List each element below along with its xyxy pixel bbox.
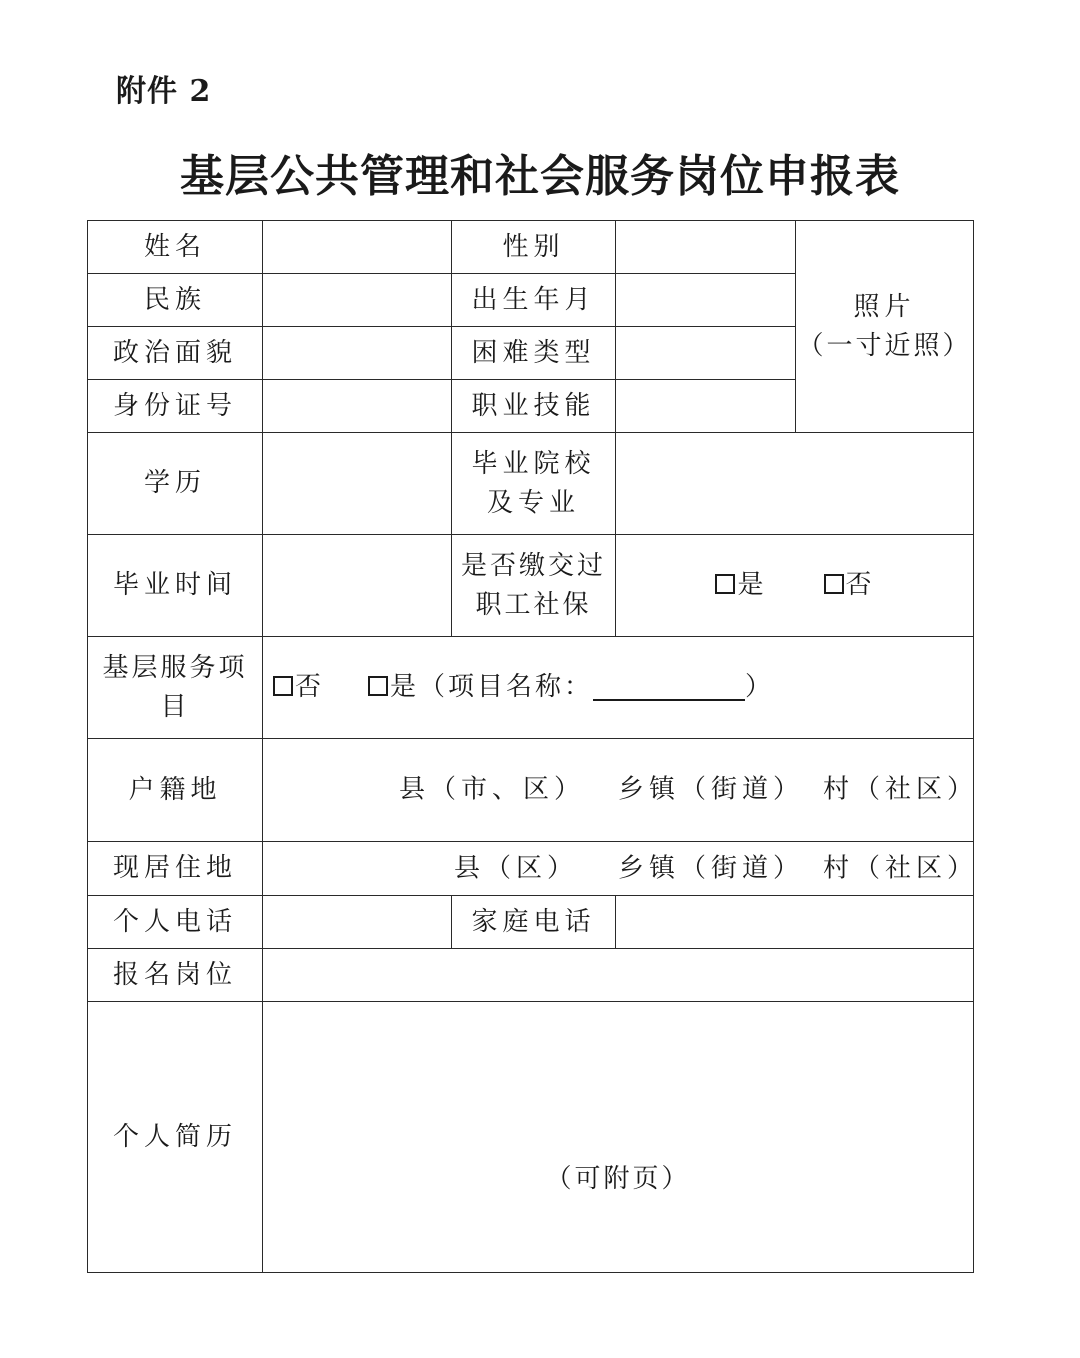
table-row bbox=[88, 535, 974, 637]
table-row bbox=[88, 949, 974, 1002]
residence-town-label: 乡镇（街道） bbox=[618, 853, 805, 883]
table-row bbox=[88, 1002, 974, 1273]
skills-label: 职业技能 bbox=[452, 380, 616, 433]
birth-label: 出生年月 bbox=[452, 274, 616, 327]
close-paren: ） bbox=[745, 672, 775, 702]
household-label: 户籍地 bbox=[88, 739, 263, 842]
photo-box[interactable] bbox=[796, 221, 974, 433]
residence-address-field[interactable] bbox=[263, 842, 979, 896]
residence-label: 现居住地 bbox=[88, 842, 263, 896]
attachment-label: 附件 2 bbox=[116, 74, 212, 109]
education-field[interactable] bbox=[263, 433, 452, 535]
resume-field[interactable] bbox=[263, 1002, 974, 1273]
insurance-yes-option[interactable] bbox=[715, 566, 765, 605]
insurance-yes-label: 是 bbox=[737, 570, 766, 600]
personal-phone-label: 个人电话 bbox=[88, 896, 263, 949]
ethnicity-label: 民族 bbox=[88, 274, 263, 327]
photo-label: 照片 bbox=[853, 291, 916, 322]
hardship-field[interactable] bbox=[616, 327, 796, 380]
checkbox-icon[interactable] bbox=[824, 574, 844, 594]
grad-time-field[interactable] bbox=[263, 535, 452, 637]
id-number-label: 身份证号 bbox=[88, 380, 263, 433]
checkbox-icon[interactable] bbox=[715, 574, 735, 594]
school-label bbox=[452, 433, 616, 535]
name-label: 姓名 bbox=[88, 221, 263, 274]
table-row bbox=[88, 739, 974, 842]
household-town-label: 乡镇（街道） bbox=[618, 774, 805, 805]
project-name-input[interactable] bbox=[593, 671, 745, 701]
ethnicity-field[interactable] bbox=[263, 274, 452, 327]
insurance-no-option[interactable] bbox=[824, 566, 874, 605]
political-label: 政治面貌 bbox=[88, 327, 263, 380]
service-yes-option[interactable] bbox=[368, 668, 593, 707]
hardship-label: 困难类型 bbox=[452, 327, 616, 380]
school-label-line2: 及专业 bbox=[486, 487, 580, 518]
photo-size-label: （一寸近照） bbox=[797, 330, 972, 361]
skills-field[interactable] bbox=[616, 380, 796, 433]
insurance-options bbox=[616, 535, 974, 637]
gender-label: 性别 bbox=[452, 221, 616, 274]
insurance-label-line1: 是否缴交过 bbox=[460, 550, 606, 581]
home-phone-label: 家庭电话 bbox=[452, 896, 616, 949]
residence-county-label: 县（区） bbox=[454, 853, 579, 883]
checkbox-icon[interactable] bbox=[368, 676, 388, 696]
application-form-table bbox=[87, 220, 979, 1273]
service-options bbox=[263, 637, 974, 739]
service-label-line2: 目 bbox=[160, 691, 190, 722]
table-row bbox=[88, 637, 974, 739]
service-label-line1: 基层服务项 bbox=[102, 652, 248, 683]
home-phone-field[interactable] bbox=[616, 896, 974, 949]
resume-label: 个人简历 bbox=[88, 1002, 263, 1273]
residence-village-label: 村（社区） bbox=[823, 853, 979, 883]
checkbox-icon[interactable] bbox=[273, 676, 293, 696]
table-row bbox=[88, 842, 974, 896]
household-address-field[interactable] bbox=[263, 739, 979, 842]
household-village-label: 村（社区） bbox=[823, 774, 979, 805]
service-no-label: 否 bbox=[295, 672, 325, 702]
table-row bbox=[88, 433, 974, 535]
service-no-option[interactable] bbox=[273, 668, 324, 707]
birth-field[interactable] bbox=[616, 274, 796, 327]
school-label-line1: 毕业院校 bbox=[471, 448, 596, 479]
education-label: 学历 bbox=[88, 433, 263, 535]
table-row bbox=[88, 221, 974, 274]
grad-time-label: 毕业时间 bbox=[88, 535, 263, 637]
household-county-label: 县（市、区） bbox=[399, 774, 586, 805]
political-field[interactable] bbox=[263, 327, 452, 380]
name-field[interactable] bbox=[263, 221, 452, 274]
service-yes-label: 是（项目名称： bbox=[390, 672, 594, 702]
personal-phone-field[interactable] bbox=[263, 896, 452, 949]
insurance-label bbox=[452, 535, 616, 637]
insurance-label-line2: 职工社保 bbox=[475, 589, 592, 620]
position-label: 报名岗位 bbox=[88, 949, 263, 1002]
resume-note: （可附页） bbox=[545, 1164, 691, 1194]
table-row bbox=[88, 896, 974, 949]
school-field[interactable] bbox=[616, 433, 974, 535]
form-title: 基层公共管理和社会服务岗位申报表 bbox=[180, 151, 900, 202]
insurance-no-label: 否 bbox=[845, 570, 874, 600]
id-number-field[interactable] bbox=[263, 380, 452, 433]
position-field[interactable] bbox=[263, 949, 974, 1002]
service-label bbox=[88, 637, 263, 739]
gender-field[interactable] bbox=[616, 221, 796, 274]
